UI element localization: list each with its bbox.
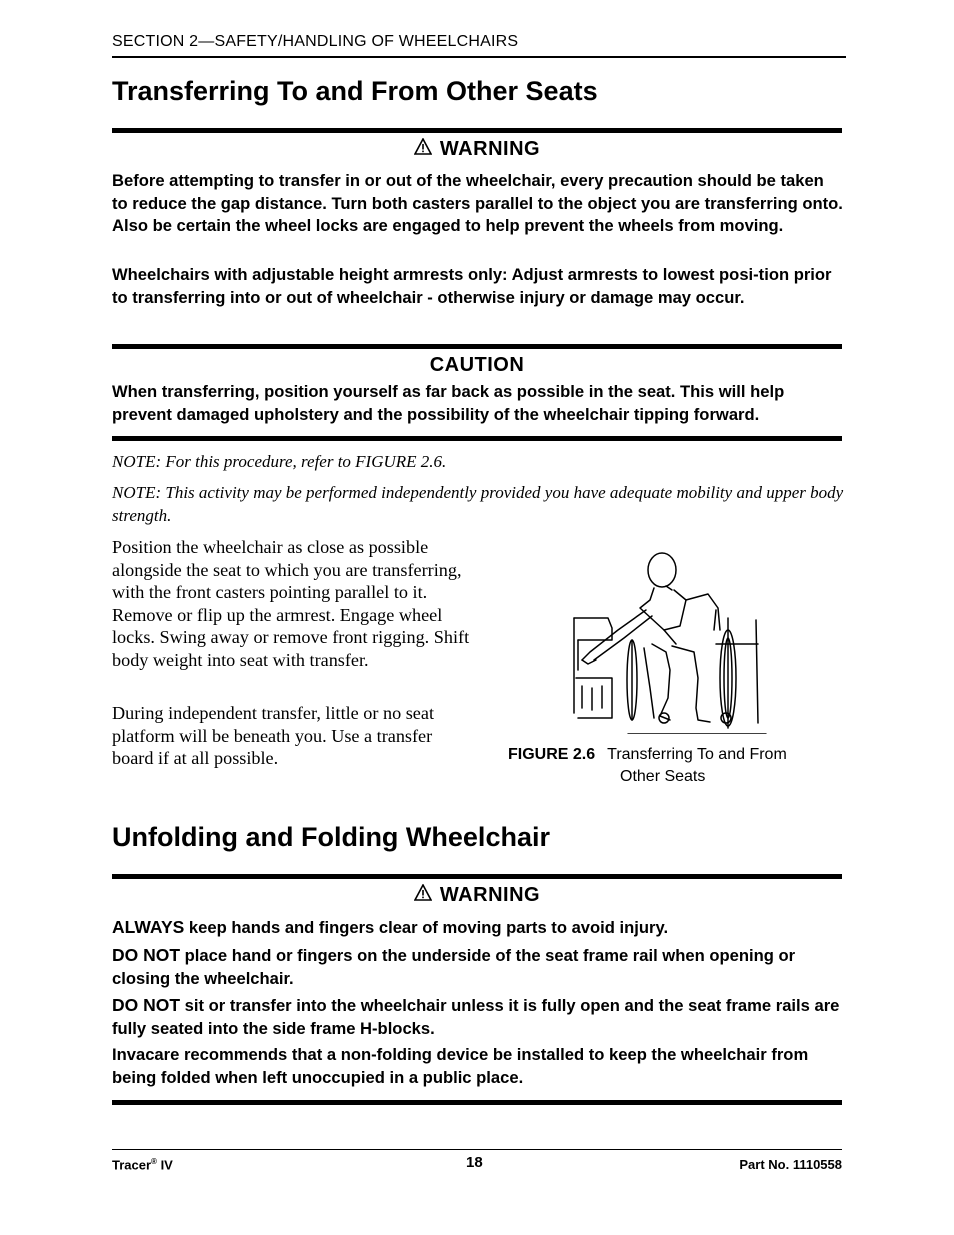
warning-item-text: sit or transfer into the wheelchair unless it is fully open and the seat frame rails are fully seated into the side frame H-blocks. (112, 996, 840, 1038)
caution-heading: CAUTION (429, 354, 525, 376)
warning-heading-label: WARNING (439, 138, 541, 160)
caution-top-bar (112, 344, 842, 349)
figure-caption-line2: Other Seats (620, 768, 706, 785)
warning-heading (112, 138, 842, 161)
figure-caption-line1: Transferring To and From (607, 746, 787, 763)
warning-triangle-icon (414, 138, 432, 156)
body-paragraph: Position the wheelchair as close as possible alongside the seat to which you are transferring, with the front casters pointing parallel to it. Remove or flip up the armrest. Engage wheel locks. Swing away or remove front rigging. Shift body weight into seat with transfer. (112, 537, 470, 670)
warning-item-lead: ALWAYS (112, 917, 185, 937)
footer-product-suffix: IV (156, 1157, 173, 1173)
warning-item (112, 994, 844, 1040)
section-title-folding: Unfolding and Folding Wheelchair (112, 822, 550, 852)
registered-mark: ® (151, 1157, 157, 1166)
warning-heading (112, 884, 842, 907)
header-divider (112, 56, 846, 58)
warning-bottom-bar (112, 1100, 842, 1105)
running-header: SECTION 2—SAFETY/HANDLING OF WHEELCHAIRS (112, 33, 519, 50)
footer-product (112, 1157, 173, 1172)
warning-triangle-icon (414, 884, 432, 902)
page-number: 18 (466, 1154, 483, 1171)
warning-item-lead: DO NOT (112, 995, 181, 1015)
warning-item (112, 1044, 844, 1089)
footer-divider (112, 1149, 842, 1150)
caution-bottom-bar (112, 436, 842, 441)
warning-top-bar (112, 128, 842, 133)
warning-heading-label: WARNING (439, 884, 541, 906)
person-transferring-to-wheelchair-illustration (568, 548, 768, 734)
note-figure-reference: NOTE: For this procedure, refer to FIGURE 2.6. (112, 452, 447, 471)
footer-product-name: Tracer (112, 1157, 152, 1173)
body-paragraph: During independent transfer, little or no seat platform will be beneath you. Use a transfer board if at all possible. (112, 703, 435, 768)
warning-item-lead: DO NOT (112, 945, 181, 965)
warning-top-bar (112, 874, 842, 879)
figure-label: FIGURE 2.6 (508, 746, 596, 763)
note-independent-activity: NOTE: This activity may be performed independently provided you have adequate mobility and upper body strength. (112, 483, 844, 525)
warning-item-text: keep hands and fingers clear of moving parts to avoid injury. (184, 918, 669, 937)
part-number: Part No. 1110558 (739, 1157, 842, 1172)
warning-item-text: Invacare recommends that a non-folding device be installed to keep the wheelchair from being folded when left unoccupied in a public place. (112, 1045, 809, 1087)
warning-item (112, 944, 844, 990)
section-title-transferring: Transferring To and From Other Seats (112, 76, 598, 106)
warning-item (112, 916, 844, 940)
figure-caption (508, 744, 848, 788)
caution-paragraph: When transferring, position yourself as far back as possible in the seat. This will help prevent damaged upholstery and the possibility of the wheelchair tipping forward. (112, 382, 785, 424)
warning-item-text: place hand or fingers on the underside of the seat frame rail when opening or closing the wheelchair. (112, 946, 796, 988)
warning-paragraph: Wheelchairs with adjustable height armrests only: Adjust armrests to lowest posi-tion prior to transferring into or out of wheelchair - otherwise injury or damage may occur. (112, 265, 832, 307)
warning-paragraph: Before attempting to transfer in or out of the wheelchair, every precaution should be taken to reduce the gap distance. Turn both casters parallel to the object you are transferring onto. Also be certain the wheel locks are engaged to help prevent the wheels from moving. (112, 171, 843, 235)
